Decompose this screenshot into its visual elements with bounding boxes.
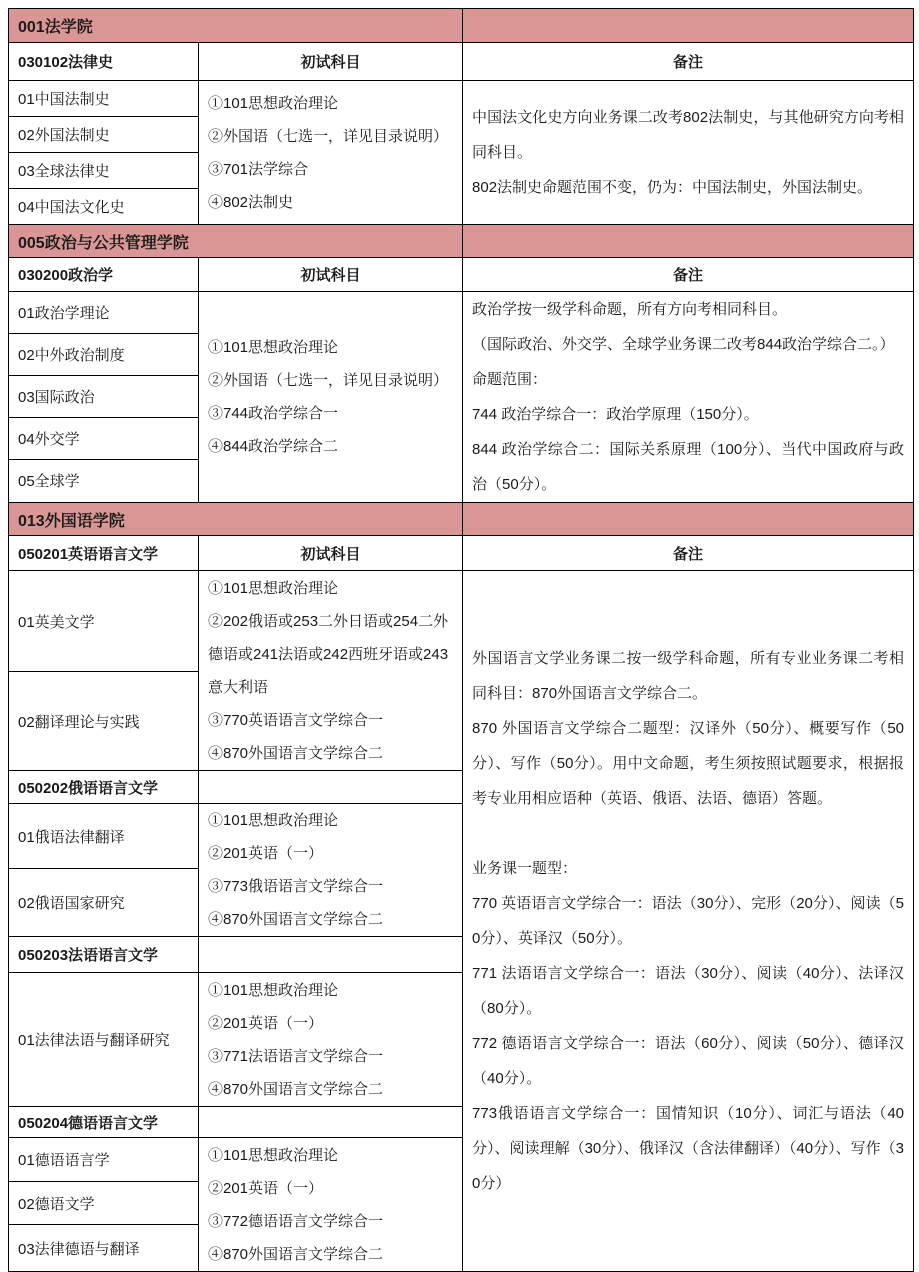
direction-cell: 01德语语言学 [9,1138,199,1182]
note-line: 773俄语语言文学综合一：国情知识（10分）、词汇与语法（40分）、阅读理解（30分）、俄译汉（含法律翻译）（40分）、写作（30分） [472,1105,905,1192]
subject-line: ④844政治学综合二 [208,438,339,455]
note-line: 844 政治学综合二：国际关系原理（100分）、当代中国政府与政治（50分）。 [472,441,905,493]
notes-header-cell: 备注 [463,258,914,292]
admissions-table [8,8,914,1272]
subjects-header-cell: 初试科目 [199,43,463,81]
college-header-cell: 005政治与公共管理学院 [9,225,463,258]
subject-line: ④870外国语言文学综合二 [208,911,384,928]
direction-cell: 02外国法制史 [9,117,199,153]
subjects-cell [199,1138,463,1272]
note-line: 政治学按一级学科命题，所有方向考相同科目。 [472,301,788,318]
subject-line: ③772德语语言文学综合一 [208,1212,384,1230]
subject-line: ④870外国语言文学综合二 [208,1245,384,1263]
empty-cell [199,771,463,804]
college-header-empty-cell [463,503,914,536]
direction-cell: 03全球法律史 [9,153,199,189]
subject-line: ④802法制史 [208,193,294,211]
program-cell: 030200政治学 [9,258,199,292]
subjects-cell [199,973,463,1107]
admissions-document [8,8,914,1272]
subjects-header-cell: 初试科目 [199,258,463,292]
direction-cell: 04中国法文化史 [9,189,199,225]
subject-line: ③773俄语语言文学综合一 [208,878,384,895]
direction-cell: 03法律德语与翻译 [9,1225,199,1272]
subjects-cell [199,571,463,771]
subjects-cell [199,81,463,225]
note-line [472,816,904,851]
note-line: 772 德语语言文学综合一：语法（60分）、阅读（50分）、德译汉（40分）。 [472,1035,905,1087]
program-cell: 050202俄语语言文学 [9,771,199,804]
empty-cell [199,937,463,973]
program-cell: 050203法语语言文学 [9,937,199,973]
subject-line: ②201英语（一） [208,1014,324,1032]
subject-line: ④870外国语言文学综合二 [208,744,384,762]
subject-line: ③770英语语言文学综合一 [208,711,384,729]
note-line: 802法制史命题范围不变，仍为：中国法制史，外国法制史。 [472,179,873,196]
subjects-cell [199,804,463,937]
direction-cell: 01英美文学 [9,571,199,672]
program-cell: 050204德语语言文学 [9,1107,199,1138]
note-line: 外国语言文学业务课二按一级学科命题，所有专业业务课二考相同科目：870外国语言文学综合二。 [472,650,905,702]
direction-cell: 02俄语国家研究 [9,869,199,937]
subject-line: ②外国语（七选一，详见目录说明） [208,127,449,145]
note-line: 771 法语语言文学综合一：语法（30分）、阅读（40分）、法译汉（80分）。 [472,965,905,1017]
note-line: 744 政治学综合一：政治学原理（150分）。 [472,406,759,423]
direction-cell: 05全球学 [9,459,199,502]
college-header-empty-cell [463,9,914,43]
subject-line: ③744政治学综合一 [208,405,339,422]
program-cell: 030102法律史 [9,43,199,81]
notes-cell [463,292,914,503]
note-line: 命题范围： [472,371,548,388]
direction-cell: 02中外政治制度 [9,333,199,375]
notes-header-cell: 备注 [463,536,914,571]
subject-line: ①101思想政治理论 [208,94,339,112]
subjects-cell [199,292,463,503]
subject-line: ①101思想政治理论 [208,1146,339,1164]
subject-line: ①101思想政治理论 [208,981,339,999]
note-line: 870 外国语言文学综合二题型：汉译外（50分）、概要写作（50分）、写作（50分）。用中文命题，考生须按照试题要求，根据报考专业用相应语种（英语、俄语、法语、德语）答题。 [472,720,905,807]
college-header-cell: 001法学院 [9,9,463,43]
college-header-empty-cell [463,225,914,258]
direction-cell: 02翻译理论与实践 [9,672,199,771]
subject-line: ②202俄语或253二外日语或254二外德语或241法语或242西班牙语或243意大利语 [208,612,449,696]
notes-cell [463,81,914,225]
direction-cell: 01中国法制史 [9,81,199,117]
subject-line: ②外国语（七选一，详见目录说明） [208,372,449,389]
subject-line: ①101思想政治理论 [208,579,339,597]
college-header-cell: 013外国语学院 [9,503,463,536]
program-cell: 050201英语语言文学 [9,536,199,571]
subject-line: ③701法学综合 [208,160,309,178]
note-line: 中国法文化史方向业务课二改考802法制史，与其他研究方向考相同科目。 [472,109,905,161]
subject-line: ①101思想政治理论 [208,339,339,356]
direction-cell: 01政治学理论 [9,292,199,334]
subject-line: ②201英语（一） [208,1179,324,1197]
subject-line: ②201英语（一） [208,845,324,862]
notes-cell [463,571,914,1272]
direction-cell: 03国际政治 [9,375,199,417]
direction-cell: 01俄语法律翻译 [9,804,199,869]
notes-header-cell: 备注 [463,43,914,81]
subject-line: ③771法语语言文学综合一 [208,1047,384,1065]
subjects-header-cell: 初试科目 [199,536,463,571]
direction-cell: 02德语文学 [9,1182,199,1225]
subject-line: ①101思想政治理论 [208,812,339,829]
empty-cell [199,1107,463,1138]
direction-cell: 01法律法语与翻译研究 [9,973,199,1107]
note-line: （国际政治、外交学、全球学业务课二改考844政治学综合二。） [472,336,895,353]
direction-cell: 04外交学 [9,417,199,459]
note-line: 业务课一题型： [472,860,578,877]
note-line: 770 英语语言文学综合一：语法（30分）、完形（20分）、阅读（50分）、英译汉（50分）。 [472,895,905,947]
subject-line: ④870外国语言文学综合二 [208,1080,384,1098]
